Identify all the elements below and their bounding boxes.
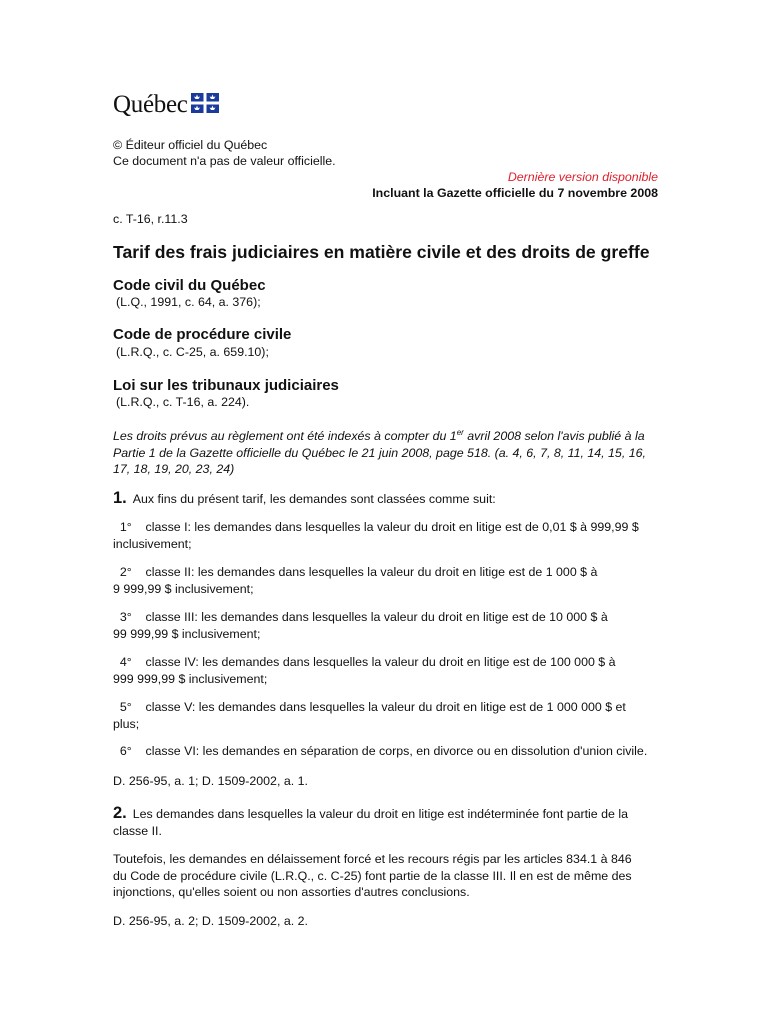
class-item (113, 609, 673, 642)
class-number: 1° (119, 520, 132, 534)
article-2-paragraph-1 (113, 805, 673, 839)
law-citation: (L.R.Q., c. T-16, a. 224). (116, 395, 250, 409)
article-text: Aux fins du présent tarif, les demandes sont classées comme suit: (132, 492, 496, 506)
article-number: 2. (113, 804, 127, 822)
law-name: Code civil du Québec (113, 277, 266, 294)
class-text: classe II: les demandes dans lesquelles la valeur du droit en litige est de 1 000 $ à (145, 565, 598, 579)
class-text: 9 999,99 $ inclusivement; (113, 581, 254, 596)
class-text: 999 999,99 $ inclusivement; (113, 671, 268, 686)
fleur-de-lis-flag-icon (191, 93, 219, 113)
article-text: injonctions, qu'elles soient ou non assorties d'autres conclusions. (113, 885, 470, 899)
class-text: classe I: les demandes dans lesquelles la valeur du droit en litige est de 0,01 $ à 999,99 $ (145, 520, 639, 534)
gazette-line: Incluant la Gazette officielle du 7 novembre 2008 (372, 186, 658, 200)
quebec-logo (113, 90, 219, 120)
class-item (113, 654, 673, 687)
class-text: classe III: les demandes dans lesquelles la valeur du droit en litige est de 10 000 $ à (145, 610, 608, 624)
law-citation: (L.Q., 1991, c. 64, a. 376); (116, 295, 261, 309)
note-text: avril 2008 selon l'avis publié à la (463, 429, 645, 444)
article-text: Les demandes dans lesquelles la valeur du droit en litige est indéterminée font partie de la (132, 807, 629, 821)
note-text: 17, 18, 19, 20, 23, 24) (113, 462, 235, 477)
class-text: classe IV: les demandes dans lesquelles la valeur du droit en litige est de 100 000 $ à (145, 655, 616, 669)
class-text: inclusivement; (113, 536, 192, 551)
class-item (113, 743, 673, 760)
indexation-note (113, 425, 673, 478)
class-item (113, 699, 673, 732)
note-text: Partie 1 de la Gazette officielle du Québec le 21 juin 2008, page 518. (a. 4, 6, 7, 8, 11, 14, 15, 16, (113, 445, 646, 460)
class-text: 99 999,99 $ inclusivement; (113, 626, 261, 641)
class-item (113, 564, 673, 597)
article-2-paragraph-2 (113, 851, 673, 901)
article-text: classe II. (113, 823, 162, 838)
document-title: Tarif des frais judiciaires en matière civile et des droits de greffe (113, 242, 650, 262)
class-item (113, 519, 673, 552)
class-number: 2° (119, 565, 132, 579)
latest-version-link[interactable]: Dernière version disponible (507, 170, 658, 184)
article-1-intro (113, 488, 496, 509)
class-number: 5° (119, 700, 132, 714)
class-number: 3° (119, 610, 132, 624)
article-1-history: D. 256-95, a. 1; D. 1509-2002, a. 1. (113, 774, 308, 788)
class-number: 6° (119, 744, 132, 758)
law-name: Code de procédure civile (113, 326, 292, 343)
class-number: 4° (119, 655, 132, 669)
class-text: classe V: les demandes dans lesquelles la valeur du droit en litige est de 1 000 000 $ et (145, 700, 626, 714)
article-number: 1. (113, 489, 127, 507)
copyright-line: © Éditeur officiel du Québec (113, 138, 268, 152)
article-text: du Code de procédure civile (L.R.Q., c. C-25) font partie de la classe III. Il en est de même des (113, 868, 632, 883)
logo-wordmark: Québec (113, 91, 188, 118)
class-text: classe VI: les demandes en séparation de corps, en divorce ou en dissolution d'union civile. (145, 744, 648, 758)
class-text: plus; (113, 716, 140, 731)
note-superscript: er (456, 428, 464, 437)
article-text: Toutefois, les demandes en délaissement forcé et les recours régis par les articles 834.1 à 846 (113, 852, 632, 866)
note-text: Les droits prévus au règlement ont été indexés à compter du 1 (113, 429, 457, 444)
disclaimer-line: Ce document n'a pas de valeur officielle. (113, 154, 336, 168)
article-2-history: D. 256-95, a. 2; D. 1509-2002, a. 2. (113, 914, 308, 928)
law-name: Loi sur les tribunaux judiciaires (113, 377, 339, 394)
regulation-reference: c. T-16, r.11.3 (113, 212, 188, 226)
law-citation: (L.R.Q., c. C-25, a. 659.10); (116, 345, 269, 359)
